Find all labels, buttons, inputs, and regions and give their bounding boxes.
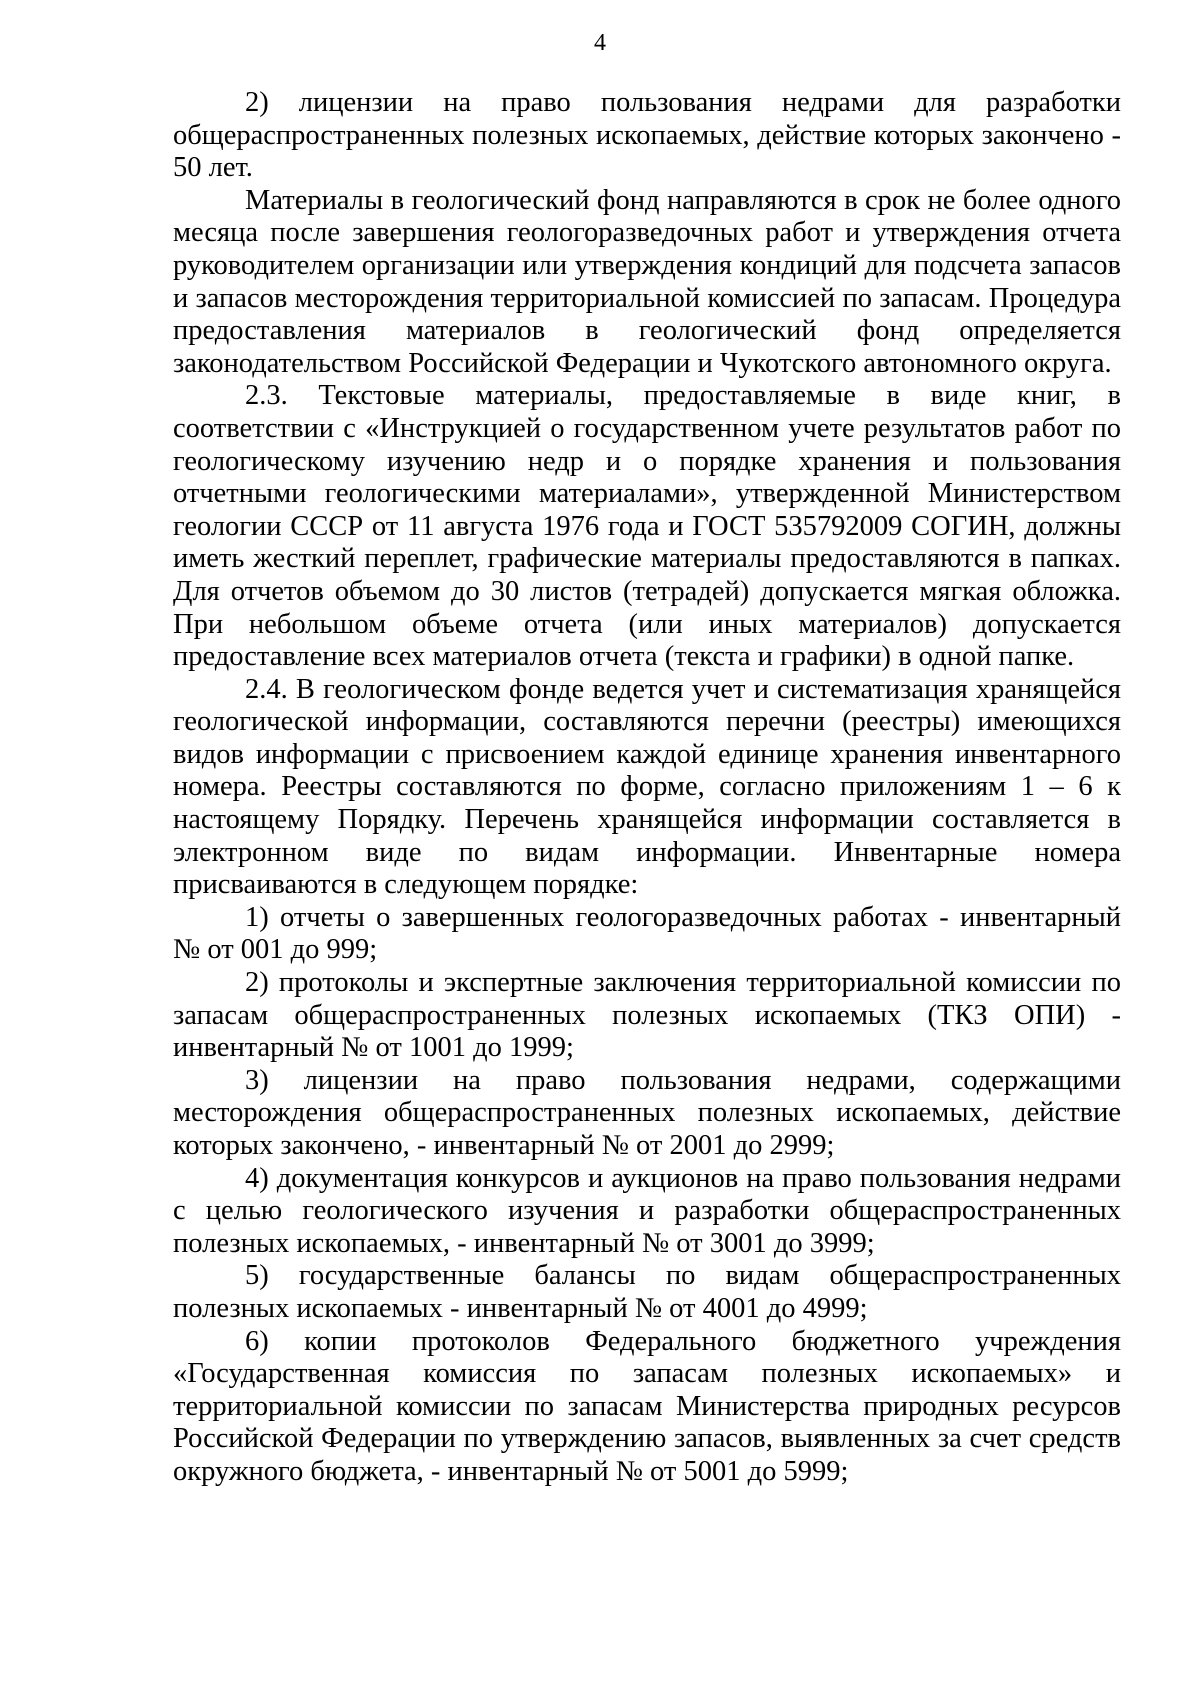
- list-item-6-protocol-copies: 6) копии протоколов Федерального бюджетного учреждения «Государственная комиссия по запасам полезных ископаемых» и территориальной комиссии по запасам Министерства природных ресурсов Российской Федерации по утверждению запасов, выявленных за счет средств окружного бюджета, - инвентарный № от 5001 до 5999;: [173, 1325, 1121, 1487]
- list-item-1-reports: 1) отчеты о завершенных геологоразведочных работах - инвентарный № от 001 до 999;: [173, 901, 1121, 966]
- document-body: [173, 87, 1121, 1489]
- list-item-5-state-balances: 5) государственные балансы по видам общераспространенных полезных ископаемых - инвентарный № от 4001 до 4999;: [173, 1260, 1121, 1324]
- paragraph-2-3-text-materials: 2.3. Текстовые материалы, предоставляемые в виде книг, в соответствии с «Инструкцией о государственном учете результатов работ по геологическому изучению недр и о порядке хранения и пользования отчетными геологическими материалами», утвержденной Министерством геологии СССР от 11 августа 1976 года и ГОСТ 535792009 СОГИН, должны иметь жесткий переплет, графические материалы предоставляются в папках. Для отчетов объемом до 30 листов (тетрадей) допускается мягкая обложка. При небольшом объеме отчета (или иных материалов) допускается предоставление всех материалов отчета (текста и графики) в одной папке.: [173, 380, 1121, 673]
- paragraph-materials-submission: Материалы в геологический фонд направляются в срок не более одного месяца после завершения геологоразведочных работ и утверждения отчета руководителем организации или утверждения кондиций для подсчета запасов и запасов месторождения территориальной комиссией по запасам. Процедура предоставления материалов в геологический фонд определяется законодательством Российской Федерации и Чукотского автономного округа.: [173, 184, 1121, 379]
- list-item-4-tender-documentation: 4) документация конкурсов и аукционов на право пользования недрами с целью геологического изучения и разработки общераспространенных полезных ископаемых, - инвентарный № от 3001 до 3999;: [173, 1162, 1121, 1259]
- list-item-2-protocols: 2) протоколы и экспертные заключения территориальной комиссии по запасам общераспространенных полезных ископаемых (ТКЗ ОПИ) - инвентарный № от 1001 до 1999;: [173, 967, 1121, 1064]
- page-number: 4: [594, 30, 606, 56]
- paragraph-2-4-accounting: 2.4. В геологическом фонде ведется учет и систематизация хранящейся геологической информации, составляются перечни (реестры) имеющихся видов информации с присвоением каждой единице хранения инвентарного номера. Реестры составляются по форме, согласно приложениям 1 – 6 к настоящему Порядку. Перечень хранящейся информации составляется в электронном виде по видам информации. Инвентарные номера присваиваются в следующем порядке:: [173, 673, 1121, 901]
- paragraph-item-2-licenses-50-years: 2) лицензии на право пользования недрами для разработки общераспространенных полезных ископаемых, действие которых закончено - 50 лет.: [173, 87, 1121, 184]
- list-item-3-licenses: 3) лицензии на право пользования недрами, содержащими месторождения общераспространенных полезных ископаемых, действие которых закончено, - инвентарный № от 2001 до 2999;: [173, 1064, 1121, 1161]
